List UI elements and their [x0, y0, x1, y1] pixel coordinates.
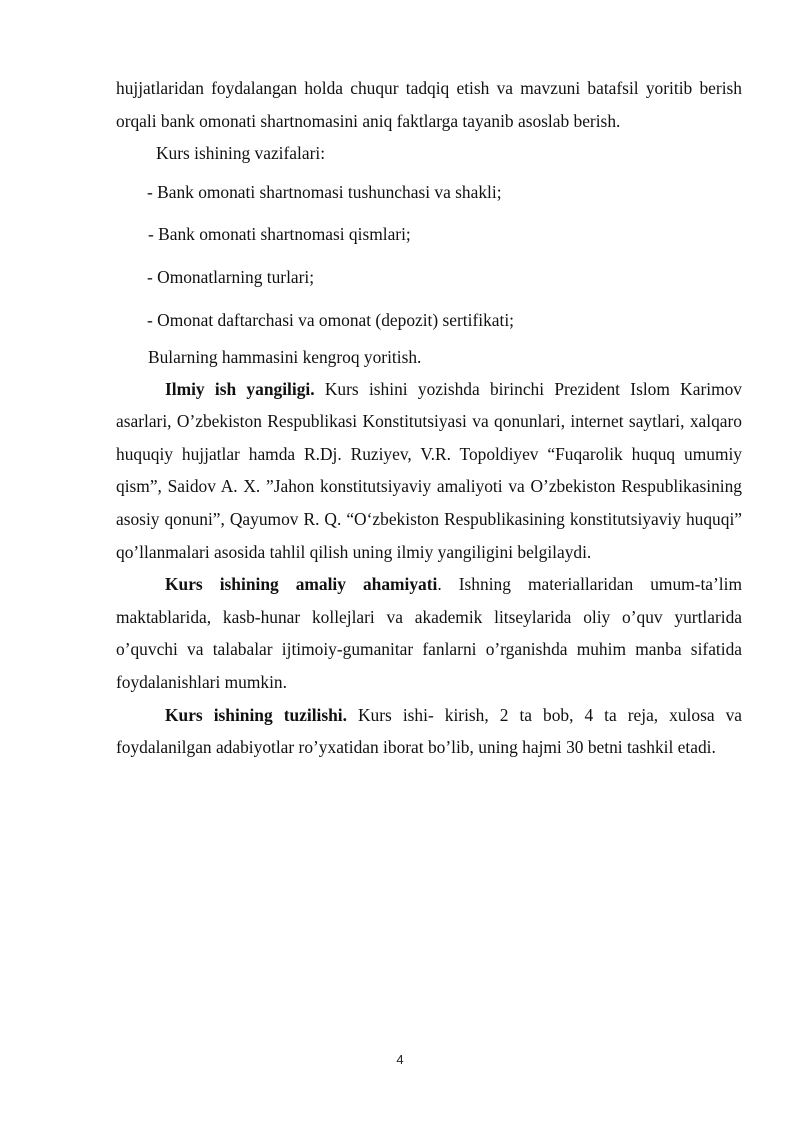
structure-title: Kurs ishining tuzilishi.	[165, 704, 347, 725]
intro-paragraph: hujjatlaridan foydalangan holda chuqur tadqiq etish va mavzuni batafsil yoritib berish orqali bank omonati shartnomasini aniq faktlarga tayanib asoslab berish.	[116, 78, 742, 131]
tasks-heading: Kurs ishining vazifalari:	[156, 143, 326, 164]
novelty-text: Kurs ishini yozishda birinchi Prezident Islom Karimov asarlari, O’zbekiston Respublikasi Konstitutsiyasi va qonunlari, internet saytlari, xalqaro huquqiy hujjatlar hamda R.Dj. Ruziyev, V.R. Topoldiyev “Fuqarolik huquq umumiy qism”, Saidov A. X. ”Jahon konstitutsiyaviy amaliyoti va O’zbekiston Respublikasining asosiy qonuni”, Qayumov R. Q. “O‘zbekiston Respublikasining konstitutsiyaviy huquqi” qo’llanmalari asosida tahlil qilish uning ilmiy yangiligini belgilaydi.	[116, 378, 742, 562]
document-body	[116, 72, 742, 764]
novelty-title: Ilmiy ish yangiligi.	[165, 378, 315, 399]
tasks-list	[116, 171, 742, 342]
structure-paragraph	[116, 699, 742, 764]
practical-paragraph	[116, 568, 742, 698]
page-number: 4	[396, 1052, 404, 1067]
task-item: - Omonatlarning turlari;	[147, 267, 315, 288]
tasks-summary: Bularning hammasini kengroq yoritish.	[148, 346, 422, 367]
novelty-paragraph	[116, 373, 742, 569]
task-item: - Bank omonati shartnomasi tushunchasi va shakli;	[147, 181, 502, 202]
practical-title: Kurs ishining amaliy ahamiyati	[165, 574, 438, 595]
task-item: - Omonat daftarchasi va omonat (depozit) sertifikati;	[147, 309, 515, 330]
task-item: - Bank omonati shartnomasi qismlari;	[148, 224, 411, 245]
practical-text: . Ishning materiallaridan umum-ta’lim maktablarida, kasb-hunar kollejlari va akademik litseylarida oliy o’quv yurtlarida o’quvchi va talabalar ijtimoiy-gumanitar fanlarni o’rganishda muhim manba sifatida foydalanishlari mumkin.	[116, 574, 742, 692]
structure-text: Kurs ishi- kirish, 2 ta bob, 4 ta reja, xulosa va foydalanilgan adabiyotlar ro’yxatidan iborat bo’lib, uning hajmi 30 betni tashkil etadi.	[116, 704, 742, 758]
